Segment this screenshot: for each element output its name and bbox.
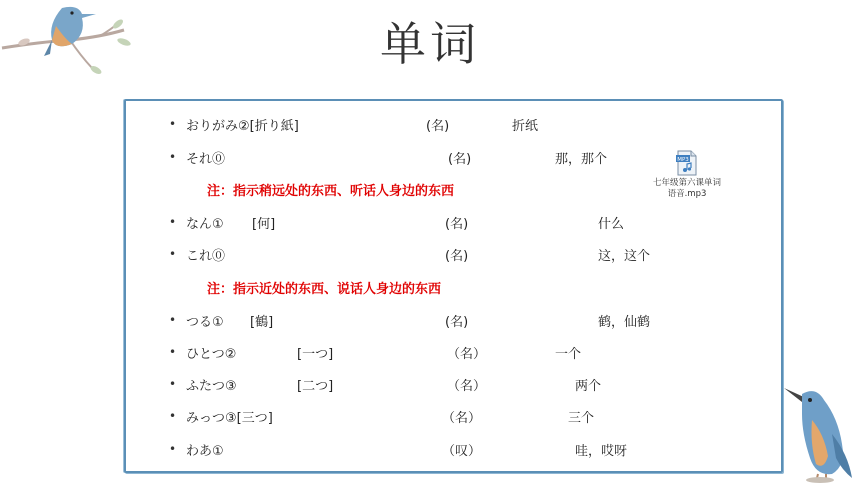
bullet-icon: • [169,117,177,131]
vocab-word: わあ① [186,444,224,459]
vocab-kanji: [何] [252,217,276,232]
vocab-part-of-speech: (名) [426,119,450,134]
vocab-word: みっつ③[三つ] [186,411,273,426]
mp3-badge: MP3 [677,157,689,163]
attachment-label-line1: 七年级第六课单词 [652,178,721,188]
vocab-word: ひとつ② [186,347,237,362]
vocab-part-of-speech: （叹） [442,444,482,459]
vocab-meaning: 折纸 [512,119,539,134]
page-title: 单词 [380,17,480,71]
vocab-part-of-speech: （名） [447,379,487,394]
vocab-meaning: 两个 [575,379,602,394]
vocab-kanji: [一つ] [297,347,334,362]
vocab-meaning: 这，这个 [598,249,651,264]
vocab-part-of-speech: (名) [445,315,469,330]
bullet-icon: • [169,313,177,327]
vocab-meaning: 什么 [598,217,625,232]
vocab-part-of-speech: （名） [442,411,482,426]
vocab-part-of-speech: (名) [445,249,469,264]
kingfisher-illustration [776,374,860,484]
bullet-icon: • [169,377,177,391]
bullet-icon: • [169,215,177,229]
vocab-word: それ⓪ [186,152,226,167]
audio-attachment[interactable] [651,150,723,200]
vocab-word: なん① [186,217,224,232]
vocab-kanji: [二つ] [297,379,334,394]
usage-note: 注：指示稍远处的东西、听话人身边的东西 [207,184,455,199]
vocab-meaning: 三个 [568,411,595,426]
vocab-word: つる① [186,315,224,330]
vocab-meaning: 那，那个 [555,152,608,167]
vocab-kanji: [鶴] [250,315,274,330]
vocab-word: おりがみ②[折り紙] [186,119,299,134]
vocab-meaning: 哇，哎呀 [575,444,628,459]
vocab-word: これ⓪ [186,249,226,264]
vocab-meaning: 鹤，仙鹤 [598,315,651,330]
vocab-part-of-speech: (名) [445,217,469,232]
mp3-file-icon [675,150,699,176]
bullet-icon: • [169,247,177,261]
attachment-label-line2: 语音.mp3 [667,189,707,199]
usage-note: 注：指示近处的东西、说话人身边的东西 [207,282,442,297]
bullet-icon: • [169,345,177,359]
vocab-part-of-speech: （名） [447,347,487,362]
bullet-icon: • [169,442,177,456]
vocab-word: ふたつ③ [186,379,237,394]
vocab-meaning: 一个 [555,347,582,362]
bullet-icon: • [169,150,177,164]
vocab-part-of-speech: (名) [448,152,472,167]
bullet-icon: • [169,409,177,423]
